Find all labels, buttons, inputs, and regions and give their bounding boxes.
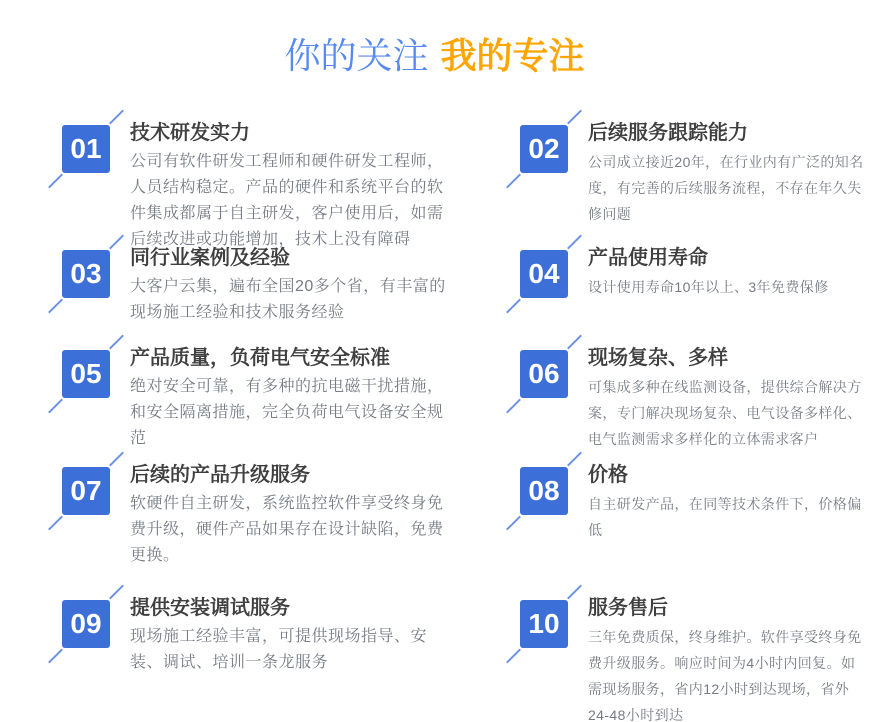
item-content xyxy=(130,595,448,676)
item-number-badge xyxy=(62,250,110,298)
item-title: 技术研发实力 xyxy=(130,122,250,144)
item-content xyxy=(588,345,865,452)
item-number: 10 xyxy=(528,608,560,639)
item-content xyxy=(130,120,448,253)
item-description: 自主研发产品，在同等技术条件下，价格偏低 xyxy=(588,496,862,538)
item-number-badge xyxy=(520,467,568,515)
item-number: 08 xyxy=(528,475,560,506)
item-number: 02 xyxy=(528,133,560,164)
item-number-badge xyxy=(62,350,110,398)
item-number-badge xyxy=(520,250,568,298)
item-number: 04 xyxy=(528,258,560,289)
feature-item-07 xyxy=(62,462,448,569)
item-title: 后续的产品升级服务 xyxy=(130,464,310,486)
item-number-badge xyxy=(62,125,110,173)
item-description: 三年免费质保，终身维护。软件享受终身免费升级服务。响应时间为4小时内回复。如需现场服务，省内12小时到达现场，省外24-48小时到达 xyxy=(588,629,862,722)
item-description: 大客户云集，遍布全国20多个省，有丰富的现场施工经验和技术服务经验 xyxy=(130,278,446,321)
item-description: 设计使用寿命10年以上、3年免费保修 xyxy=(588,279,829,295)
page-title xyxy=(0,36,869,76)
item-content xyxy=(588,245,865,300)
feature-item-03 xyxy=(62,245,448,326)
item-content xyxy=(130,345,448,452)
item-content xyxy=(130,462,448,569)
item-number-badge xyxy=(62,600,110,648)
feature-item-10 xyxy=(520,595,865,722)
item-title: 产品使用寿命 xyxy=(588,247,708,269)
item-title: 同行业案例及经验 xyxy=(130,247,290,269)
item-number-badge xyxy=(520,600,568,648)
item-description: 公司成立接近20年，在行业内有广泛的知名度，有完善的后续服务流程，不存在年久失修问题 xyxy=(588,154,864,222)
item-title: 服务售后 xyxy=(588,597,668,619)
item-content xyxy=(130,245,448,326)
item-number: 01 xyxy=(70,133,102,164)
feature-item-05 xyxy=(62,345,448,452)
item-description: 绝对安全可靠，有多种的抗电磁干扰措施，和安全隔离措施，完全负荷电气设备安全规范 xyxy=(130,378,444,447)
item-number-badge xyxy=(62,467,110,515)
item-title: 现场复杂、多样 xyxy=(588,347,728,369)
feature-item-01 xyxy=(62,120,448,253)
item-number: 09 xyxy=(70,608,102,639)
item-number: 07 xyxy=(70,475,102,506)
item-title: 价格 xyxy=(588,464,628,486)
item-title: 后续服务跟踪能力 xyxy=(588,122,748,144)
item-description: 现场施工经验丰富，可提供现场指导、安装、调试、培训一条龙服务 xyxy=(130,628,428,671)
item-title: 产品质量，负荷电气安全标准 xyxy=(130,347,390,369)
item-content xyxy=(588,462,865,543)
item-number: 05 xyxy=(70,358,102,389)
item-title: 提供安装调试服务 xyxy=(130,597,290,619)
feature-item-08 xyxy=(520,462,865,543)
item-description: 软硬件自主研发，系统监控软件享受终身免费升级，硬件产品如果存在设计缺陷，免费更换。 xyxy=(130,495,444,564)
page-title-blue: 你的关注 xyxy=(284,35,429,76)
feature-item-06 xyxy=(520,345,865,452)
item-description: 公司有软件研发工程师和硬件研发工程师，人员结构稳定。产品的硬件和系统平台的软件集成都属于自主研发，客户使用后，如需后续改进或功能增加，技术上没有障碍 xyxy=(130,153,444,248)
item-number: 03 xyxy=(70,258,102,289)
item-number: 06 xyxy=(528,358,560,389)
feature-item-04 xyxy=(520,245,865,300)
item-number-badge xyxy=(520,125,568,173)
item-description: 可集成多种在线监测设备，提供综合解决方案，专门解决现场复杂、电气设备多样化、电气监测需求多样化的立体需求客户 xyxy=(588,379,862,447)
item-content xyxy=(588,595,865,722)
page-title-orange: 我的专注 xyxy=(440,35,585,76)
item-number-badge xyxy=(520,350,568,398)
feature-item-02 xyxy=(520,120,865,227)
item-content xyxy=(588,120,865,227)
feature-item-09 xyxy=(62,595,448,676)
